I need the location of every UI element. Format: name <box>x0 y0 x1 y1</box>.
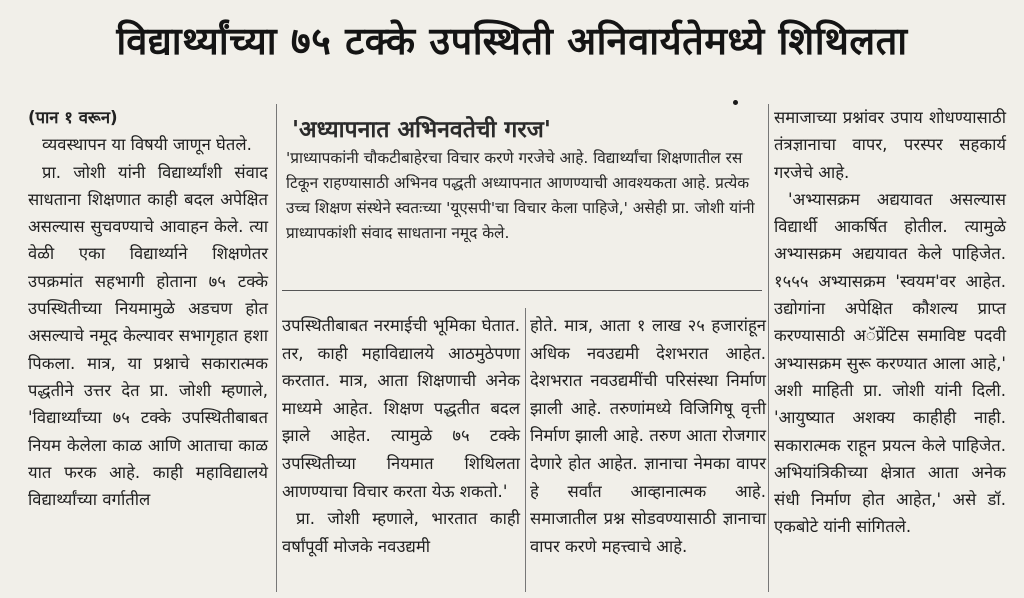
box-bottom-rule <box>282 290 762 291</box>
continued-from-label: (पान १ वरून) <box>28 108 118 127</box>
right-column <box>774 104 1006 541</box>
middle-column-2 <box>530 312 766 560</box>
column-divider <box>768 104 769 592</box>
paragraph: समाजाच्या प्रश्नांवर उपाय शोधण्यासाठी तंत्रज्ञानाचा वापर, परस्पर सहकार्य गरजेचे आहे. <box>774 108 1006 182</box>
column-divider <box>276 104 277 592</box>
left-column <box>28 104 268 513</box>
paragraph: होते. मात्र, आता १ लाख २५ हजारांहून अधिक नवउद्यमी देशभरात आहेत. देशभरात नवउद्यमींची परिसंस्था निर्माण झाली आहे. तरुणांमध्ये विजिगिषू वृत्ती निर्माण झाली आहे. तरुण आता रोजगार देणारे होत आहेत. ज्ञानाचा नेमका वापर हे सर्वांत आव्हानात्मक आहे. समाजातील प्रश्न सोडवण्यासाठी ज्ञानाचा वापर करणे महत्त्वाचे आहे. <box>530 316 766 556</box>
column-divider <box>525 308 526 592</box>
box-title: 'अध्यापनात अभिनवतेची गरज' <box>292 117 551 143</box>
middle-column-1 <box>282 312 520 560</box>
article-headline: विद्यार्थ्यांच्या ७५ टक्के उपस्थिती अनिवार्यतेमध्ये शिथिलता <box>116 19 908 63</box>
paragraph: उपस्थितीबाबत नरमाईची भूमिका घेतात. तर, काही महाविद्यालये आठमुठेपणा करतात. मात्र, आता शिक्षणाची अनेक माध्यमे आहेत. शिक्षण पद्धतीत बदल झाले आहेत. त्यामुळे ७५ टक्के उपस्थितीच्या नियमात शिथिलता आणण्याचा विचार करता येऊ शकतो.' <box>282 316 520 501</box>
bullet-dot <box>733 100 738 105</box>
paragraph: प्रा. जोशी यांनी विद्यार्थ्यांशी संवाद साधताना शिक्षणात काही बदल अपेक्षित असल्यास सुचवण्याचे आवाहन केले. त्या वेळी एका विद्यार्थ्याने शिक्षणेतर उपक्रमांत सहभागी होताना ७५ टक्के उपस्थितीच्या नियमामुळे अडचण होत असल्याचे नमूद केल्यावर सभागृहात हशा पिकला. मात्र, या प्रश्नाचे सकारात्मक पद्धतीने उत्तर देत प्रा. जोशी म्हणाले, 'विद्यार्थ्यांच्या ७५ टक्के उपस्थितीबाबत नियम केलेला काळ आणि आताचा काळ यात फरक आहे. काही महाविद्यालये विद्यार्थ्यांच्या वर्गातील <box>28 162 268 510</box>
paragraph: 'अभ्यासक्रम अद्ययावत असल्यास विद्यार्थी आकर्षित होतील. त्यामुळे अभ्यासक्रम अद्ययावत केले पाहिजेत. १५५५ अभ्यासक्रम 'स्वयम'वर आहेत. उद्योगांना अपेक्षित कौशल्य प्राप्त करण्यासाठी अॅप्रेंटिस समाविष्ट पदवी अभ्यासक्रम सुरू करण्यात आला आहे,' अशी माहिती प्रा. जोशी यांनी दिली. 'आयुष्यात अशक्य काहीही नाही. सकारात्मक राहून प्रयत्न केले पाहिजेत. अभियांत्रिकीच्या क्षेत्रात आता अनेक संधी निर्माण होत आहेत,' असे डॉ. एकबोटे यांनी सांगितले. <box>774 189 1006 537</box>
box-text: 'प्राध्यापकांनी चौकटीबाहेरचा विचार करणे गरजेचे आहे. विद्यार्थ्यांचा शिक्षणातील रस टिकून राहण्यासाठी अभिनव पद्धती अध्यापनात आणण्याची आवश्यकता आहे. प्रत्येक उच्च शिक्षण संस्थेने स्वतःच्या 'यूएसपी'चा विचार केला पाहिजे,' असेही प्रा. जोशी यांनी प्राध्यापकांशी संवाद साधताना नमूद केले. <box>286 149 755 242</box>
paragraph: प्रा. जोशी म्हणाले, भारतात काही वर्षांपूर्वी मोजके नवउद्यमी <box>282 509 520 556</box>
paragraph: व्यवस्थापन या विषयी जाणून घेतले. <box>42 135 252 155</box>
